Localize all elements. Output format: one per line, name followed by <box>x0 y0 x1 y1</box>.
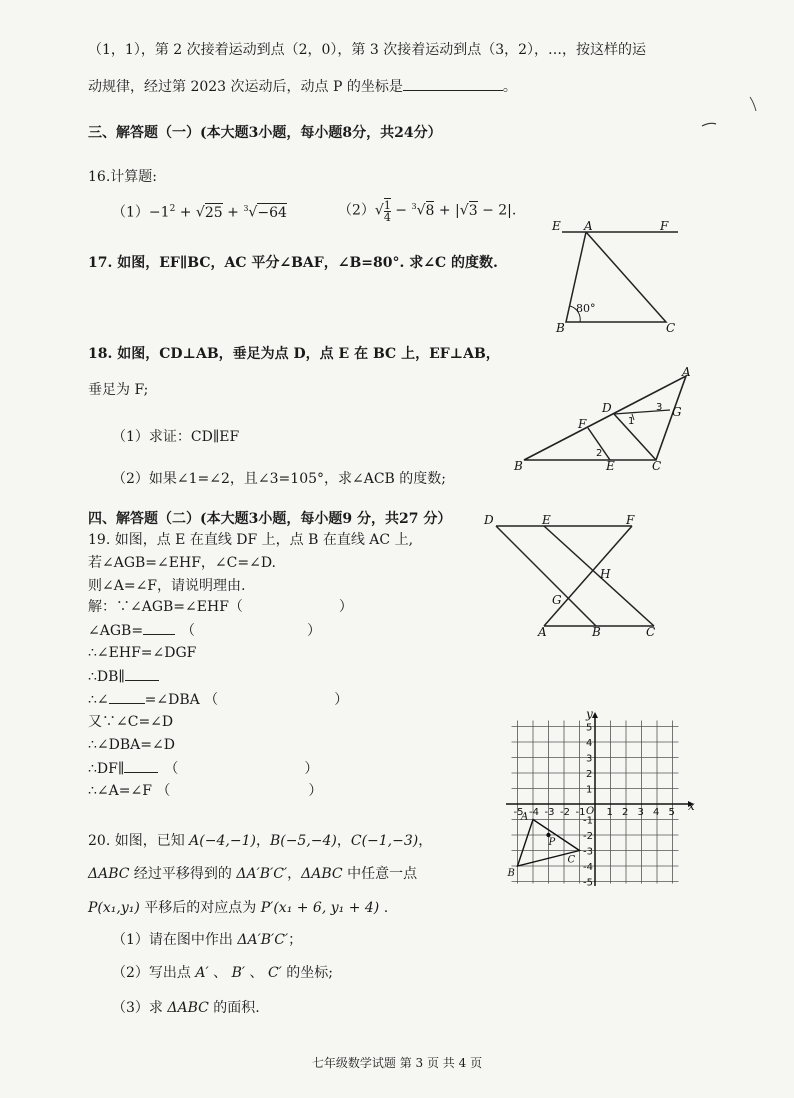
q18-line1: 18. 如图，CD⊥AB，垂足为点 D，点 E 在 BC 上，EF⊥AB， <box>88 346 500 362</box>
q19-step8: ∴DF∥ （ ） <box>88 761 319 777</box>
y-axis-label: y <box>586 707 593 721</box>
q19-line2: 若∠AGB=∠EHF，∠C=∠D. <box>88 555 276 571</box>
scan-mark <box>748 95 760 115</box>
x-tick-label: 3 <box>637 807 644 818</box>
coordinate-grid <box>500 706 700 888</box>
q18-angle-3: 3 <box>656 402 663 413</box>
q19-step6: 又∵∠C=∠D <box>88 714 174 730</box>
y-tick-label: -5 <box>583 877 593 889</box>
q19-step7: ∴∠DBA=∠D <box>88 737 175 753</box>
y-tick-label: 4 <box>586 738 593 749</box>
y-tick-label: -2 <box>583 831 593 842</box>
section3-title: 三、解答题（一）(本大题3小题，每小题8分，共24分） <box>88 125 442 141</box>
x-tick-label: -4 <box>529 807 539 818</box>
point-label-B: B <box>507 868 515 879</box>
q19-label-G: G <box>552 593 562 607</box>
y-axis-arrow <box>592 712 598 718</box>
q15-line1: （1，1），第 2 次接着运动到点（2，0），第 3 次接着运动到点（3，2），…，按这样的运 <box>88 42 647 58</box>
q20-line1: 20. 如图，已知 A(−4,−1)，B(−5,−4)，C(−1,−3)， <box>88 833 433 849</box>
q18-angle-1: 1 <box>628 416 635 427</box>
q17-label-C: C <box>666 321 676 335</box>
y-tick-label: 2 <box>586 769 593 780</box>
y-tick-label: 5 <box>586 722 593 734</box>
q19-label-F: F <box>626 513 635 527</box>
q19-label-H: H <box>600 567 611 581</box>
answer-blank[interactable] <box>403 77 503 91</box>
x-tick-label: 4 <box>653 807 660 818</box>
q18-label-C: C <box>652 459 662 473</box>
q18-label-B: B <box>514 459 523 473</box>
x-tick-label: -1 <box>575 807 586 818</box>
q16-title: 16.计算题: <box>88 169 157 185</box>
q19-label-C: C <box>646 625 656 639</box>
q18-label-G: G <box>672 405 682 419</box>
q19-line1: 19. 如图，点 E 在直线 DF 上，点 B 在直线 AC 上, <box>88 532 414 548</box>
q20-part2: （2）写出点 A′ 、 B′ 、 C′ 的坐标; <box>112 965 333 981</box>
q18-label-F: F <box>578 417 587 431</box>
y-tick-label: 3 <box>586 753 593 765</box>
q20-line3: P(x₁,y₁) 平移后的对应点为 P′(x₁ + 6, y₁ + 4) . <box>88 900 389 916</box>
origin-label: O <box>586 806 595 817</box>
q18-part2: （2）如果∠1=∠2，且∠3=105°，求∠ACB 的度数; <box>112 471 447 487</box>
q17-text: 17. 如图，EF∥BC，AC 平分∠BAF，∠B=80°. 求∠C 的度数. <box>88 255 498 271</box>
q17-label-E: E <box>552 219 561 233</box>
q18-angle-2: 2 <box>596 448 603 459</box>
q19-step2: ∠AGB= （ ） <box>88 623 322 639</box>
blank[interactable] <box>143 621 175 635</box>
q17-label-B: B <box>556 321 565 335</box>
q19-label-E: E <box>542 513 551 527</box>
q18-figure <box>510 366 700 474</box>
q18-label-A: A <box>682 365 691 379</box>
blank[interactable] <box>109 690 145 704</box>
q19-step4: ∴DB∥ <box>88 667 159 686</box>
q16-part1: $(1)-1^2 + √25 + ^3√-64$ <box>112 204 287 221</box>
y-tick-label: -1 <box>583 815 593 827</box>
q19-step9: ∴∠A=∠F （ ） <box>88 783 323 799</box>
x-tick-label: 5 <box>668 807 675 818</box>
q19-step5: ∴∠ =∠DBA （ ） <box>88 692 349 708</box>
x-tick-label: 2 <box>622 807 629 818</box>
point-label-P: P <box>548 837 556 848</box>
q18-part1: （1）求证：CD∥EF <box>112 429 240 445</box>
q17-label-F: F <box>660 219 669 233</box>
q15-line2: 动规律，经过第 2023 次运动后，动点 P 的坐标是 。 <box>88 79 517 95</box>
y-tick-label: 1 <box>586 784 593 796</box>
q19-label-D: D <box>484 513 494 527</box>
x-tick-label: -3 <box>544 807 555 818</box>
q17-angle-label: 80° <box>576 302 596 315</box>
q19-figure <box>482 512 672 640</box>
q19-step3: ∴∠EHF=∠DGF <box>88 645 197 661</box>
x-tick-label: -5 <box>513 807 524 818</box>
q19-label-A: A <box>538 625 547 639</box>
q18-line2: 垂足为 F; <box>88 382 149 398</box>
q20-part3: （3）求 ΔABC 的面积. <box>112 1000 260 1016</box>
section4-title: 四、解答题（二）(本大题3小题，每小题9 分，共27 分） <box>88 511 452 527</box>
point-label-A: A <box>521 811 529 823</box>
q18-label-E: E <box>606 459 615 473</box>
q19-label-B: B <box>592 625 601 639</box>
q19-line3: 则∠A=∠F，请说明理由. <box>88 578 246 594</box>
y-tick-label: -4 <box>583 862 593 873</box>
blank[interactable] <box>124 759 158 773</box>
q17-label-A: A <box>584 219 593 233</box>
q16-part2: （2）√ $\frac{1}{4}$ − $^3$√8 + |√3 − 2|. <box>338 199 517 225</box>
x-tick-label: 1 <box>606 807 613 818</box>
blank[interactable] <box>125 667 159 681</box>
q19-step1: 解：∵∠AGB=∠EHF（ ） <box>88 599 353 615</box>
scan-mark <box>700 120 720 130</box>
q20-line2: ΔABC 经过平移得到的 ΔA′B′C′，ΔABC 中任意一点 <box>88 866 418 882</box>
page-footer: 七年级数学试题 第 3 页 共 4 页 <box>311 1056 483 1070</box>
x-tick-label: -2 <box>560 807 570 818</box>
q17-figure <box>548 218 698 336</box>
x-axis-label: x <box>688 799 695 813</box>
q20-part1: （1）请在图中作出 ΔA′B′C′； <box>112 932 303 948</box>
point-label-C: C <box>567 854 576 866</box>
q18-label-D: D <box>602 401 612 415</box>
y-tick-label: -3 <box>583 846 593 858</box>
